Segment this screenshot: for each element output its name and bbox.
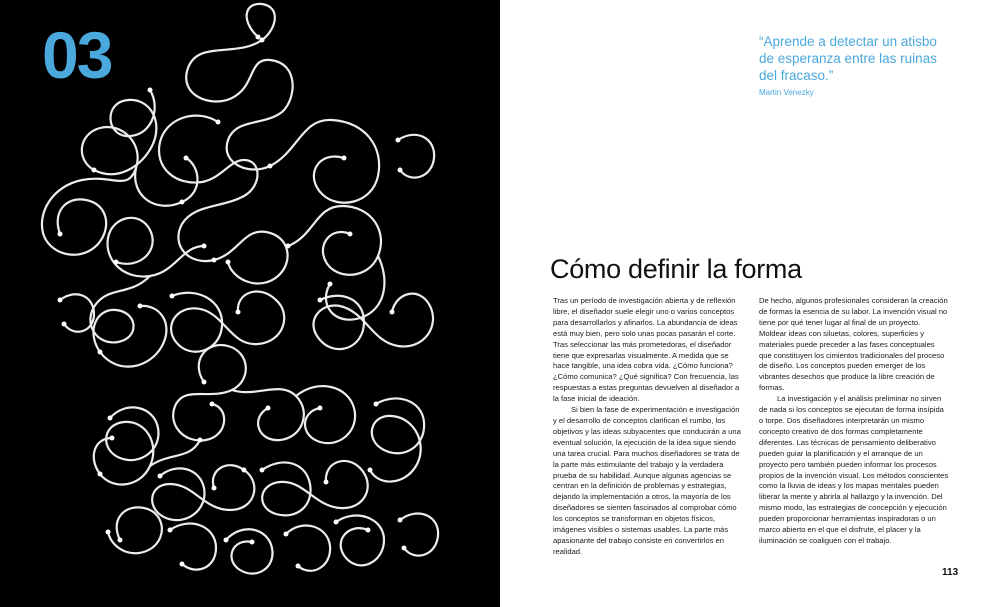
body-column-2 bbox=[759, 296, 949, 547]
quote-author: Martin Venezky bbox=[759, 88, 814, 97]
body-paragraph: La investigación y el análisis preliminar no sirven de nada si los conceptos se ejecutan de forma insípida o torpe. Dos diseñadores interpretarán un mismo concepto creativo de dos formas completamente diferentes. Las técnicas de pensamiento deliberativo pueden guiar la planificación y el arranque de un proyecto pero también pueden informar los procesos propios de la invención visual. Los métodos conscientes como la lluvia de ideas y los mapas mentales pueden liberar la mente y abrirla al hallazgo y la invención. Del mismo modo, las estrategias de concepción y ejecución pueden proporcionar herramientas inspiradoras o un marco abierto en el que el disfrute, el placer y la iluminación se coaliguen con el trabajo. bbox=[759, 394, 949, 545]
page-number: 113 bbox=[942, 567, 959, 578]
body-paragraph: Tras un período de investigación abierta y de reflexión libre, el diseñador suele elegir uno o varios conceptos para desarrollarlos y afinarlos. La abundancia de ideas está muy bien, pero solo unas pocas pasarán el corte. Tras seleccionar las más prometedoras, el diseñador tiene que expresarlas visualmente. A medida que se hace tangible, una idea cobra vida. ¿Cómo funciona? ¿Cómo comunica? ¿Qué significa? Con frecuencia, las respuestas a estas preguntas devuelven al diseñador a la fase inicial de ideación. bbox=[553, 296, 740, 404]
body-paragraph: De hecho, algunos profesionales consideran la creación de formas la esencia de su labor. La invención visual no tiene por qué tener lugar al final de un proyecto. Moldear ideas con siluetas, colores, superficies y materiales puede preceder a las fases conceptuales que constituyen los cimientos tradicionales del proceso de diseño. Los conceptos pueden emerger de los vibrantes desechos que produce la libre creación de formas. bbox=[759, 296, 948, 393]
body-column-1 bbox=[553, 296, 743, 558]
pull-quote: “Aprende a detectar un atisbo de esperanza entre las ruinas del fracaso.” bbox=[759, 34, 937, 83]
right-page bbox=[500, 0, 1000, 607]
body-paragraph: Si bien la fase de experimentación e investigación y el desarrollo de conceptos clarifican el rumbo, los objetivos y las ideas subyacentes que conducirán a una eventual solución, la ejecución de la idea sigue siendo una tarea crucial. Para muchos diseñadores se trata de la parte más estimulante del trabajo y la verdadera prueba de su habilidad. Aunque algunas agencias se centran en la definición de problemas y estrategias, dejando la implementación a otros, la mayoría de los diseñadores se sienten fascinados al comprobar cómo los conceptos se transforman en objetos físicos, imágenes visibles o sistemas usables. La parte más apasionante del trabajo consiste en convertirlos en realidad. bbox=[553, 405, 741, 556]
section-heading: Cómo definir la forma bbox=[550, 254, 802, 284]
chapter-number: 03 bbox=[42, 18, 112, 92]
